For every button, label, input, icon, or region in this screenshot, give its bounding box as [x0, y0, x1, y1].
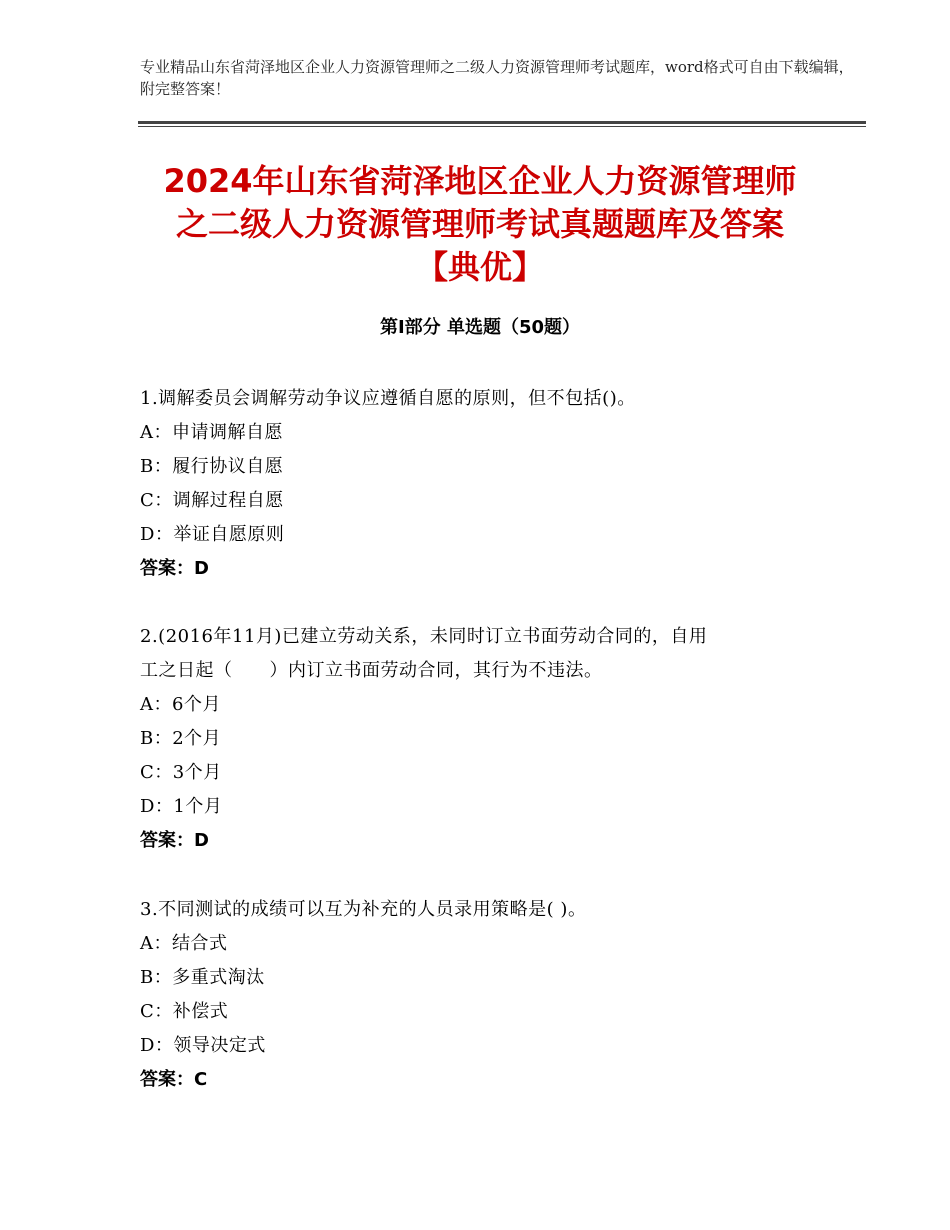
option-a: A：结合式	[140, 933, 228, 954]
question-stem-line-2: 工之日起（ ）内订立书面劳动合同，其行为不违法。	[140, 660, 603, 681]
header-divider-thin	[138, 126, 866, 127]
title-line-1: 2024年山东省菏泽地区企业人力资源管理师	[163, 162, 797, 200]
document-title	[110, 160, 850, 289]
section-heading: 第Ⅰ部分 单选题（50题）	[379, 317, 580, 338]
answer: 答案：C	[140, 1069, 208, 1090]
title-line-2: 之二级人力资源管理师考试真题题库及答案	[175, 205, 784, 243]
option-c: C：3个月	[140, 762, 222, 783]
answer: 答案：D	[140, 830, 209, 851]
option-a: A：6个月	[140, 694, 221, 715]
option-b: B：2个月	[140, 728, 222, 749]
option-d: D：1个月	[140, 796, 223, 817]
question-stem: 1.调解委员会调解劳动争议应遵循自愿的原则，但不包括()。	[140, 388, 636, 409]
question-3	[140, 893, 820, 1097]
question-2	[140, 620, 820, 858]
question-1	[140, 382, 820, 586]
option-c: C：补偿式	[140, 1001, 229, 1022]
question-stem-line-1: 2.(2016年11月)已建立劳动关系，未同时订立书面劳动合同的，自用	[140, 626, 708, 647]
option-d: D：举证自愿原则	[140, 524, 285, 545]
option-c: C：调解过程自愿	[140, 490, 284, 511]
title-line-3: 【典优】	[415, 248, 544, 286]
option-b: B：履行协议自愿	[140, 456, 284, 477]
header-note: 专业精品山东省菏泽地区企业人力资源管理师之二级人力资源管理师考试题库，word格式可自由下载编辑，附完整答案！	[140, 58, 854, 98]
option-b: B：多重式淘汰	[140, 967, 265, 988]
header-divider-thick	[138, 121, 866, 124]
answer: 答案：D	[140, 558, 209, 579]
option-d: D：领导决定式	[140, 1035, 266, 1056]
question-stem: 3.不同测试的成绩可以互为补充的人员录用策略是( )。	[140, 899, 587, 920]
option-a: A：申请调解自愿	[140, 422, 283, 443]
